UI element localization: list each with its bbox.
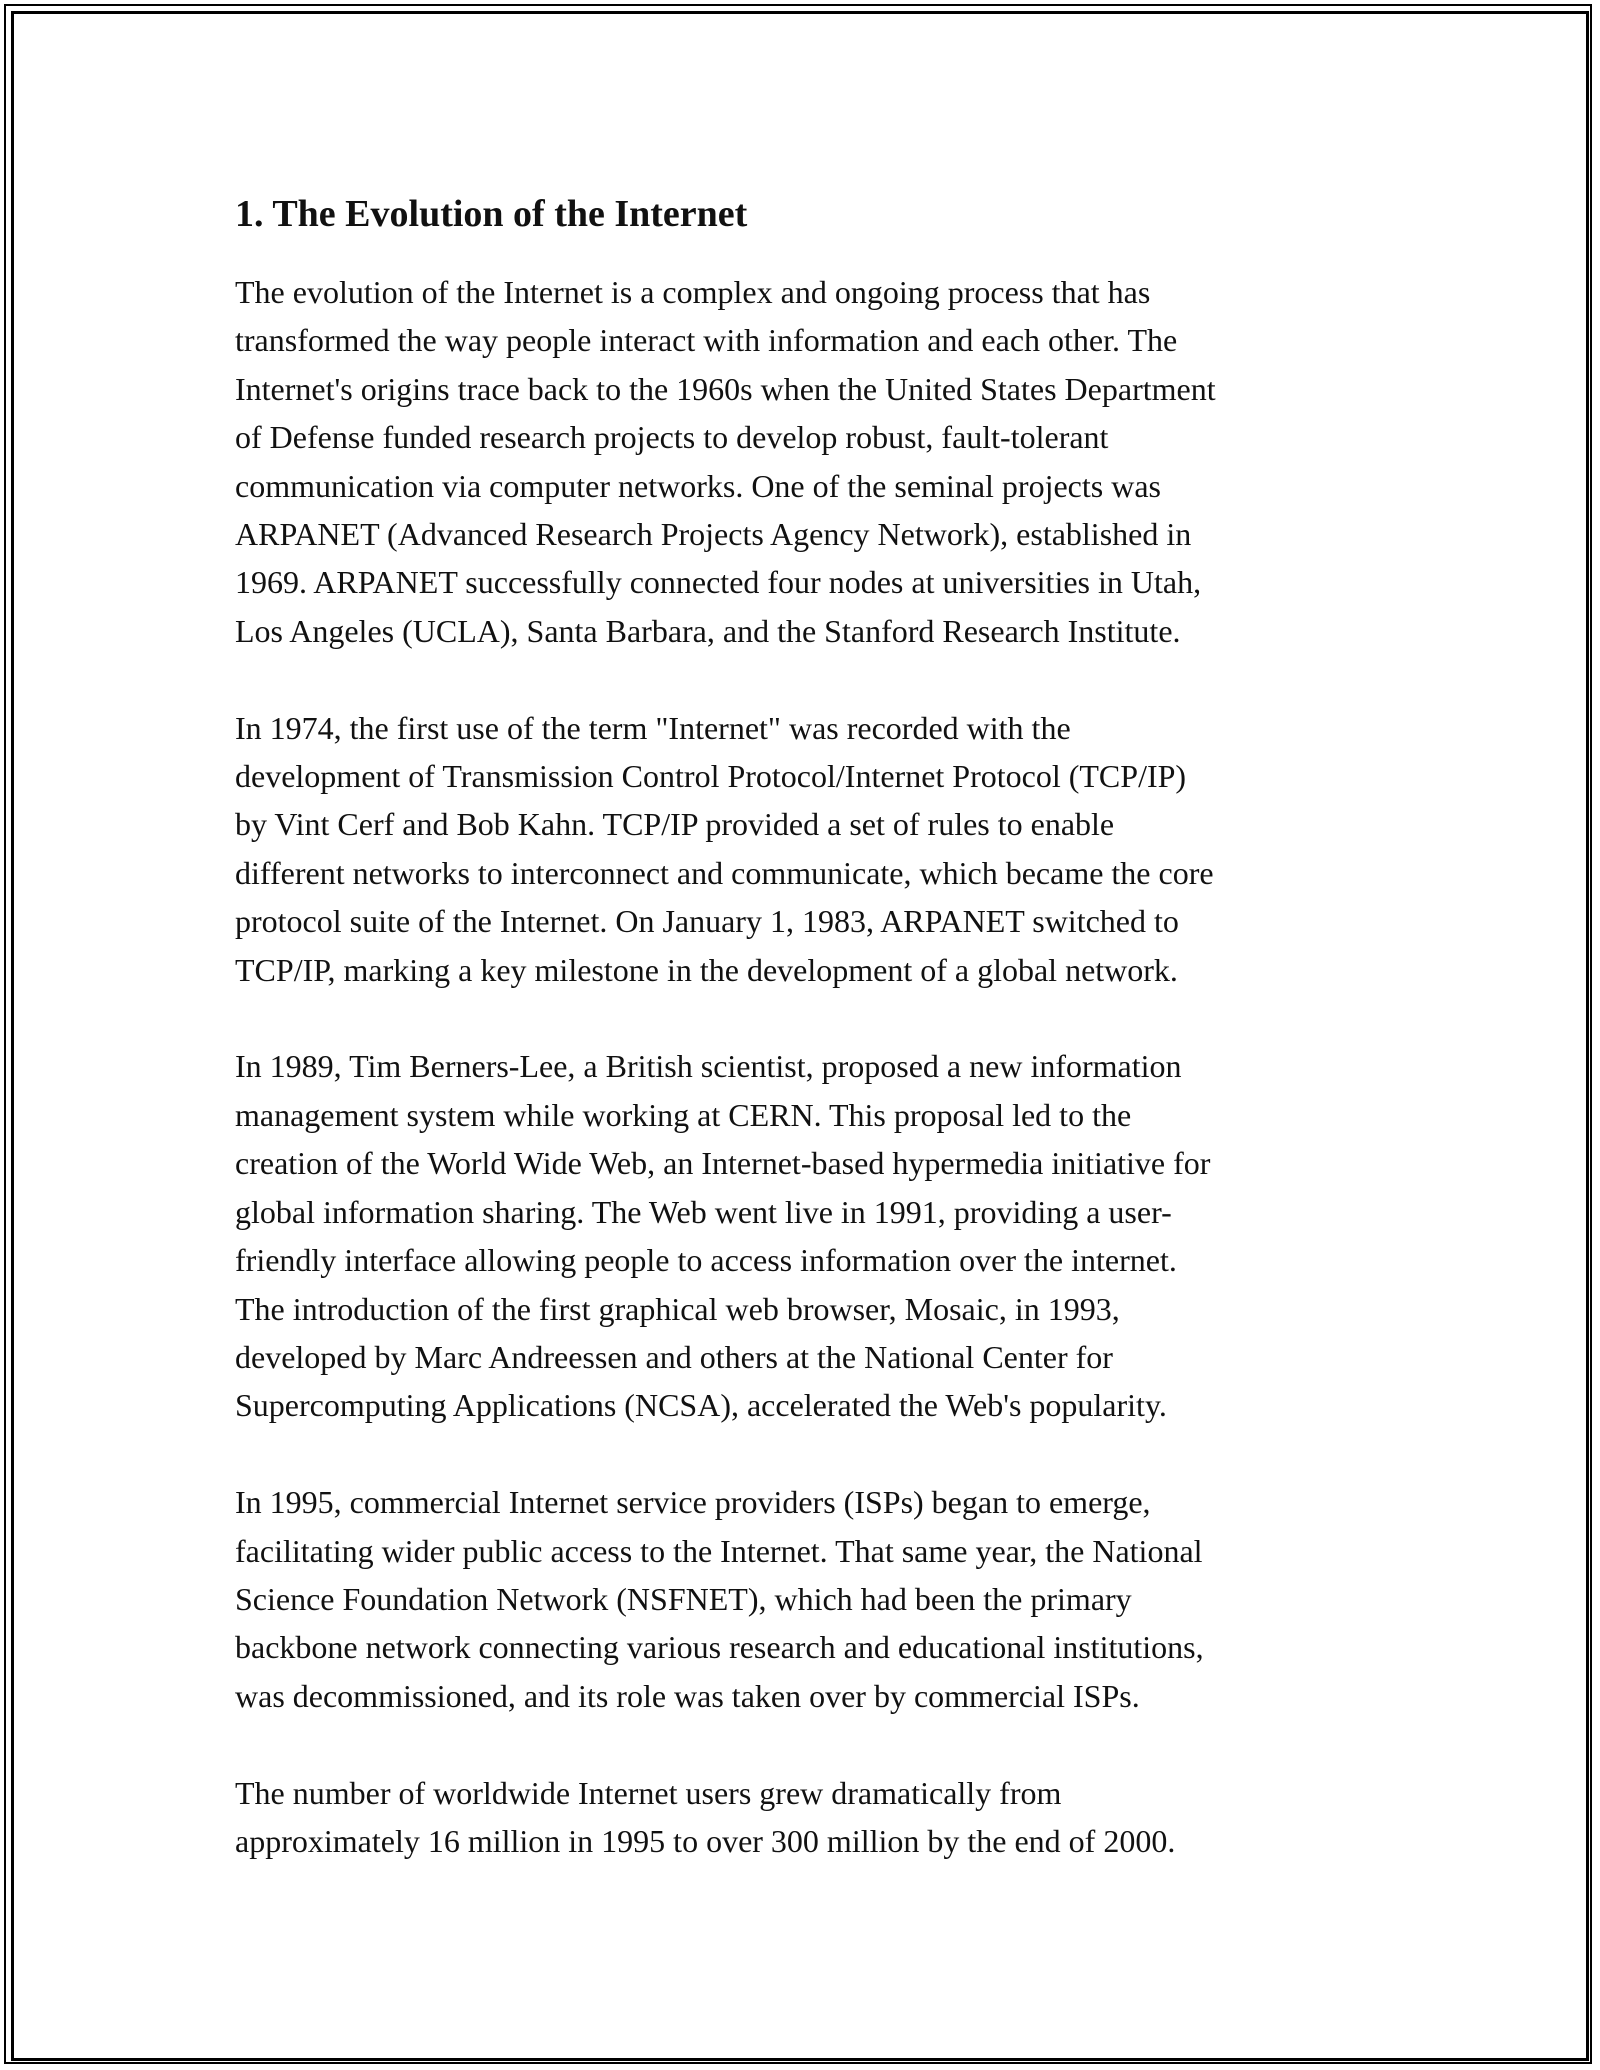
text-line: Science Foundation Network (NSFNET), which had been the primary — [235, 1580, 1132, 1617]
paragraph-2 — [235, 704, 1385, 994]
text-line: management system while working at CERN. This proposal led to the — [235, 1096, 1132, 1133]
text-line: developed by Marc Andreessen and others at the National Center for — [235, 1338, 1113, 1375]
text-line: Los Angeles (UCLA), Santa Barbara, and the Stanford Research Institute. — [235, 612, 1181, 649]
text-line: In 1989, Tim Berners-Lee, a British scientist, proposed a new information — [235, 1048, 1182, 1085]
text-line: friendly interface allowing people to access information over the internet. — [235, 1242, 1177, 1279]
paragraph-5 — [235, 1769, 1385, 1866]
text-line: The evolution of the Internet is a complex and ongoing process that has — [235, 274, 1151, 310]
text-line: The introduction of the first graphical web browser, Mosaic, in 1993, — [235, 1290, 1120, 1327]
text-line: development of Transmission Control Protocol/Internet Protocol (TCP/IP) — [235, 758, 1187, 795]
text-line: by Vint Cerf and Bob Kahn. TCP/IP provided a set of rules to enable — [235, 806, 1115, 843]
paragraph-4 — [235, 1478, 1385, 1720]
text-line: communication via computer networks. One of the seminal projects was — [235, 467, 1161, 504]
section-title: 1. The Evolution of the Internet — [235, 193, 748, 235]
text-line: different networks to interconnect and communicate, which became the core — [235, 854, 1214, 891]
text-line: protocol suite of the Internet. On January 1, 1983, ARPANET switched to — [235, 903, 1179, 940]
text-line: In 1974, the first use of the term "Internet" was recorded with the — [235, 709, 1071, 746]
text-line: TCP/IP, marking a key milestone in the development of a global network. — [235, 951, 1178, 988]
text-line: ARPANET (Advanced Research Projects Agency Network), established in — [235, 516, 1192, 553]
text-line: Internet's origins trace back to the 1960s when the United States Department — [235, 370, 1216, 407]
body-text — [235, 268, 1385, 1865]
text-line: creation of the World Wide Web, an Internet-based hypermedia initiative for — [235, 1145, 1211, 1182]
text-line: backbone network connecting various research and educational institutions, — [235, 1629, 1204, 1666]
document-page — [235, 190, 1385, 1914]
text-line: In 1995, commercial Internet service providers (ISPs) began to emerge, — [235, 1484, 1151, 1521]
text-line: 1969. ARPANET successfully connected four nodes at universities in Utah, — [235, 564, 1202, 601]
text-line: Supercomputing Applications (NCSA), accelerated the Web's popularity. — [235, 1387, 1167, 1424]
text-line: facilitating wider public access to the Internet. That same year, the National — [235, 1532, 1203, 1569]
text-line: The number of worldwide Internet users grew dramatically from — [235, 1774, 1062, 1811]
text-line: was decommissioned, and its role was taken over by commercial ISPs. — [235, 1677, 1140, 1714]
text-line: transformed the way people interact with information and each other. The — [235, 322, 1178, 359]
paragraph-3 — [235, 1042, 1385, 1429]
text-line: approximately 16 million in 1995 to over 300 million by the end of 2000. — [235, 1822, 1176, 1859]
text-line: global information sharing. The Web went live in 1991, providing a user- — [235, 1193, 1172, 1230]
paragraph-1 — [235, 268, 1385, 655]
text-line: of Defense funded research projects to develop robust, fault-tolerant — [235, 419, 1109, 456]
